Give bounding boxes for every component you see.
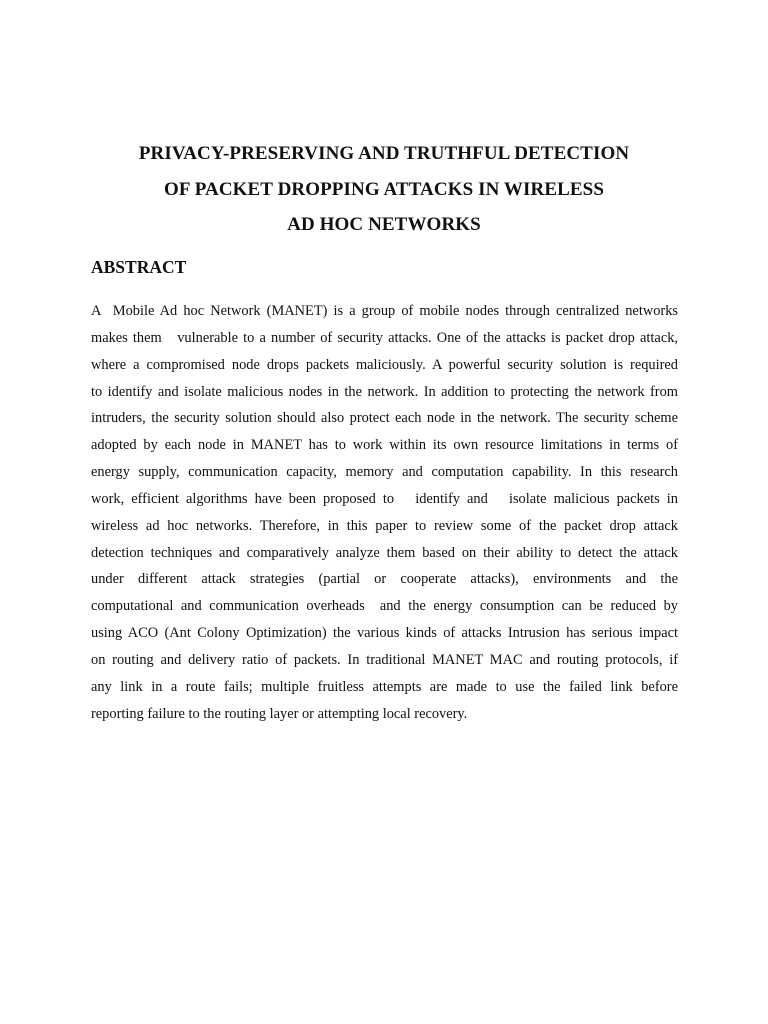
abstract-line-12: computational and communication overheads and the energy consumption can be reduced by xyxy=(91,598,678,615)
abstract-line-14: on routing and delivery ratio of packets. In traditional MANET MAC and routing protocols, if xyxy=(91,651,678,668)
paper-title xyxy=(0,136,768,243)
abstract-line-2: makes them vulnerable to a number of security attacks. One of the attacks is packet drop attack, xyxy=(91,329,678,346)
abstract-line-7: energy supply, communication capacity, memory and computation capability. In this research xyxy=(91,464,678,481)
abstract-body xyxy=(91,298,678,728)
title-line-1: PRIVACY-PRESERVING AND TRUTHFUL DETECTION xyxy=(138,143,630,164)
abstract-line-9: wireless ad hoc networks. Therefore, in this paper to review some of the packet drop attack xyxy=(91,517,678,534)
abstract-line-13: using ACO (Ant Colony Optimization) the various kinds of attacks Intrusion has serious impact xyxy=(91,625,678,642)
abstract-line-5: intruders, the security solution should also protect each node in the network. The security scheme xyxy=(91,410,678,427)
abstract-line-15: any link in a route fails; multiple fruitless attempts are made to use the failed link before xyxy=(91,678,678,695)
abstract-line-6: adopted by each node in MANET has to work within its own resource limitations in terms of xyxy=(91,437,678,454)
abstract-line-1: A Mobile Ad hoc Network (MANET) is a group of mobile nodes through centralized networks xyxy=(91,303,678,319)
abstract-heading: ABSTRACT xyxy=(91,257,187,277)
abstract-line-16: reporting failure to the routing layer or attempting local recovery. xyxy=(91,705,468,722)
abstract-line-4: to identify and isolate malicious nodes in the network. In addition to protecting the network from xyxy=(91,383,678,400)
title-line-3: AD HOC NETWORKS xyxy=(287,214,481,235)
abstract-line-3: where a compromised node drops packets maliciously. A powerful security solution is required xyxy=(91,356,678,373)
abstract-line-8: work, efficient algorithms have been proposed to identify and isolate malicious packets in xyxy=(91,490,678,507)
abstract-line-10: detection techniques and comparatively analyze them based on their ability to detect the attack xyxy=(91,544,678,561)
abstract-line-11: under different attack strategies (partial or cooperate attacks), environments and the xyxy=(91,571,678,588)
title-line-2: OF PACKET DROPPING ATTACKS IN WIRELESS xyxy=(163,178,604,200)
